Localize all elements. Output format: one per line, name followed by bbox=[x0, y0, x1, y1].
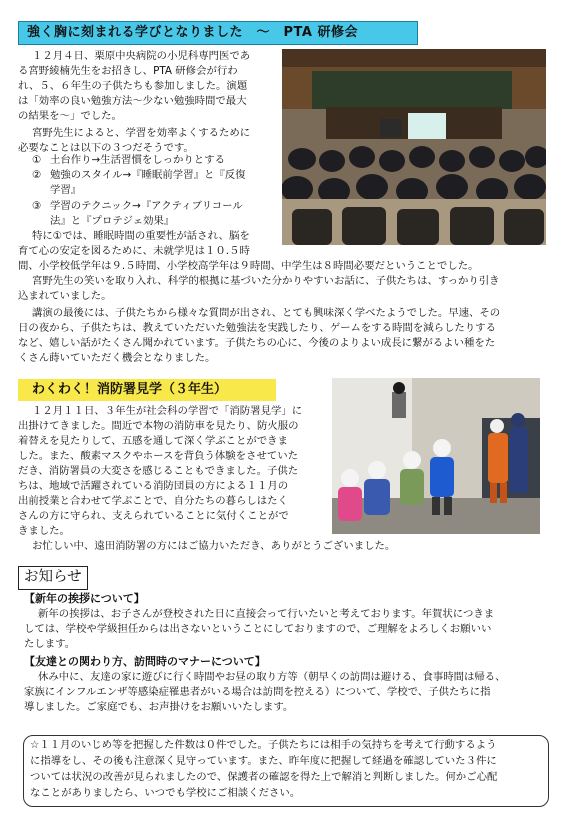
friends-line: 休み中に、友達の家に遊びに行く時間やお昼の取り方等（朝早くの訪問は避ける、食事時間は帰る、 bbox=[38, 671, 506, 683]
point-1-text: 土台作り→生活習慣をしっかりとする bbox=[50, 154, 225, 166]
pta-detail-line: 特に①では、睡眠時間の重要性が話され、脳を bbox=[32, 230, 250, 242]
notice-heading: お知らせ bbox=[18, 566, 88, 590]
friends-line: 家族にインフルエンザ等感染症罹患者がいる場合は訪問を控える）について、学校で、子供たちに指 bbox=[24, 686, 491, 698]
point-3-text-cont: 法』と『プロテジェ効果』 bbox=[50, 215, 175, 227]
fire-station-photo bbox=[332, 378, 540, 534]
fire-line: 出前授業と合わせて学ぶことで、自分たちの暮らしはたく bbox=[18, 495, 288, 507]
pta-closing-line: 日の夜から、子供たちは、教えていただいた勉強法を実践したり、ゲームをする時間を減らしたりする bbox=[18, 322, 496, 334]
fire-thanks: お忙しい中、遠田消防署の方にはご協力いただき、ありがとうございました。 bbox=[32, 540, 396, 552]
fire-line: ちは、地域で活躍されている消防団員の方による１１月の bbox=[18, 480, 289, 492]
point-1-num: ① bbox=[32, 154, 42, 166]
pta-detail-line: 間、小学校低学年は９.５時間、小学校高学年は９時間、中学生は８時間必要だということでした。 bbox=[18, 260, 479, 272]
fire-line: さんの方に守られ、支えられていることに気付くことがで bbox=[18, 510, 289, 522]
pta-intro-line: は「効率の良い勉強方法～少ない勉強時間で最大 bbox=[18, 95, 247, 107]
newyear-line: たします。 bbox=[24, 638, 76, 650]
fire-line: きました。 bbox=[18, 525, 70, 537]
point-2-text-cont: 学習』 bbox=[50, 184, 82, 196]
pta-closing-line: 講演の最後には、子供たちから様々な質問が出され、とても興味深く学べたようでした。早速、その bbox=[32, 307, 501, 319]
point-3-text: 学習のテクニック→『アクティブリコール bbox=[50, 200, 243, 212]
fire-line: 出掛けてきました。間近で本物の消防車を見たり、防火服の bbox=[18, 420, 299, 432]
pta-intro-line: れ、５、６年生の子供たちも参加しました。演題 bbox=[18, 80, 248, 92]
fire-line: １２月１１日、３年生が社会科の学習で「消防署見学」に bbox=[32, 405, 303, 417]
pta-intro-line: １２月４日、栗原中央病院の小児科専門医であ bbox=[32, 50, 251, 62]
newyear-line: 新年の挨拶は、お子さんが登校された日に直接会って行いたいと考えております。年賀状につきま bbox=[38, 608, 495, 620]
newyear-heading: 【新年の挨拶について】 bbox=[24, 592, 145, 605]
bullying-line: ☆１１月のいじめ等を把握した件数は０件でした。子供たちには相手の気持ちを考えて行動するよう bbox=[30, 739, 497, 751]
bullying-line: に指導をし、その後も注意深く見守っています。また、昨年度に把握して経過を確認していた３件に bbox=[30, 755, 497, 767]
bullying-line: ついては状況の改善が見られましたので、保護者の確認を得た上で解消と判断しました。何かご心配 bbox=[30, 771, 498, 783]
fire-line: だき、消防署員の大変さを感じることもできました。子供た bbox=[18, 465, 299, 477]
point-3-num: ③ bbox=[32, 200, 42, 212]
pta-section-title: 強く胸に刻まれる学びとなりました ～ PTA 研修会 bbox=[18, 21, 418, 45]
friends-line: 導しました。ご家庭でも、お声掛けをお願いいたします。 bbox=[24, 701, 294, 713]
bullying-line: なことがありましたら、いつでも学校にご相談ください。 bbox=[30, 787, 301, 799]
pta-detail-line: 宮野先生の笑いを取り入れ、科学的根拠に基づいた分かりやすいお話に、子供たちは、すっかり引き bbox=[32, 275, 500, 287]
pta-closing-line: くさん蒔いていただく機会となりました。 bbox=[18, 352, 216, 364]
fire-line: 着替えを見たりして、五感を通して深く学ぶことができま bbox=[18, 435, 288, 447]
pta-lecture-photo bbox=[282, 49, 546, 245]
pta-closing-line: など、嬉しい話がたくさん聞かれています。子供たちの心に、今後のよりよい成長に繋がるよい種をた bbox=[18, 337, 496, 349]
pta-points-intro: 必要なことは以下の３つだそうです。 bbox=[18, 142, 194, 154]
friends-heading: 【友達との関わり方、訪問時のマナーについて】 bbox=[24, 655, 266, 668]
pta-detail-line: 込まれていました。 bbox=[18, 290, 112, 302]
pta-detail-line: 育て心の安定を図るために、未就学児は１０.５時 bbox=[18, 245, 250, 257]
point-2-num: ② bbox=[32, 169, 42, 181]
pta-intro-line: の結果を～」でした。 bbox=[18, 110, 122, 122]
fire-line: した。また、酸素マスクやホースを背負う体験をさせていた bbox=[18, 450, 299, 462]
point-2-text: 勉強のスタイル→『睡眠前学習』と『反復 bbox=[50, 169, 246, 181]
pta-intro-line: る宮野綾楠先生をお招きし、PTA 研修会が行わ bbox=[18, 65, 238, 77]
fire-section-title: わくわく！消防署見学（３年生） bbox=[18, 379, 276, 401]
pta-points-intro: 宮野先生によると、学習を効率よくするために bbox=[32, 127, 251, 139]
newyear-line: しては、学校や学級担任からは出さないということにしておりますので、ご理解をよろしくお願いい bbox=[24, 623, 492, 635]
